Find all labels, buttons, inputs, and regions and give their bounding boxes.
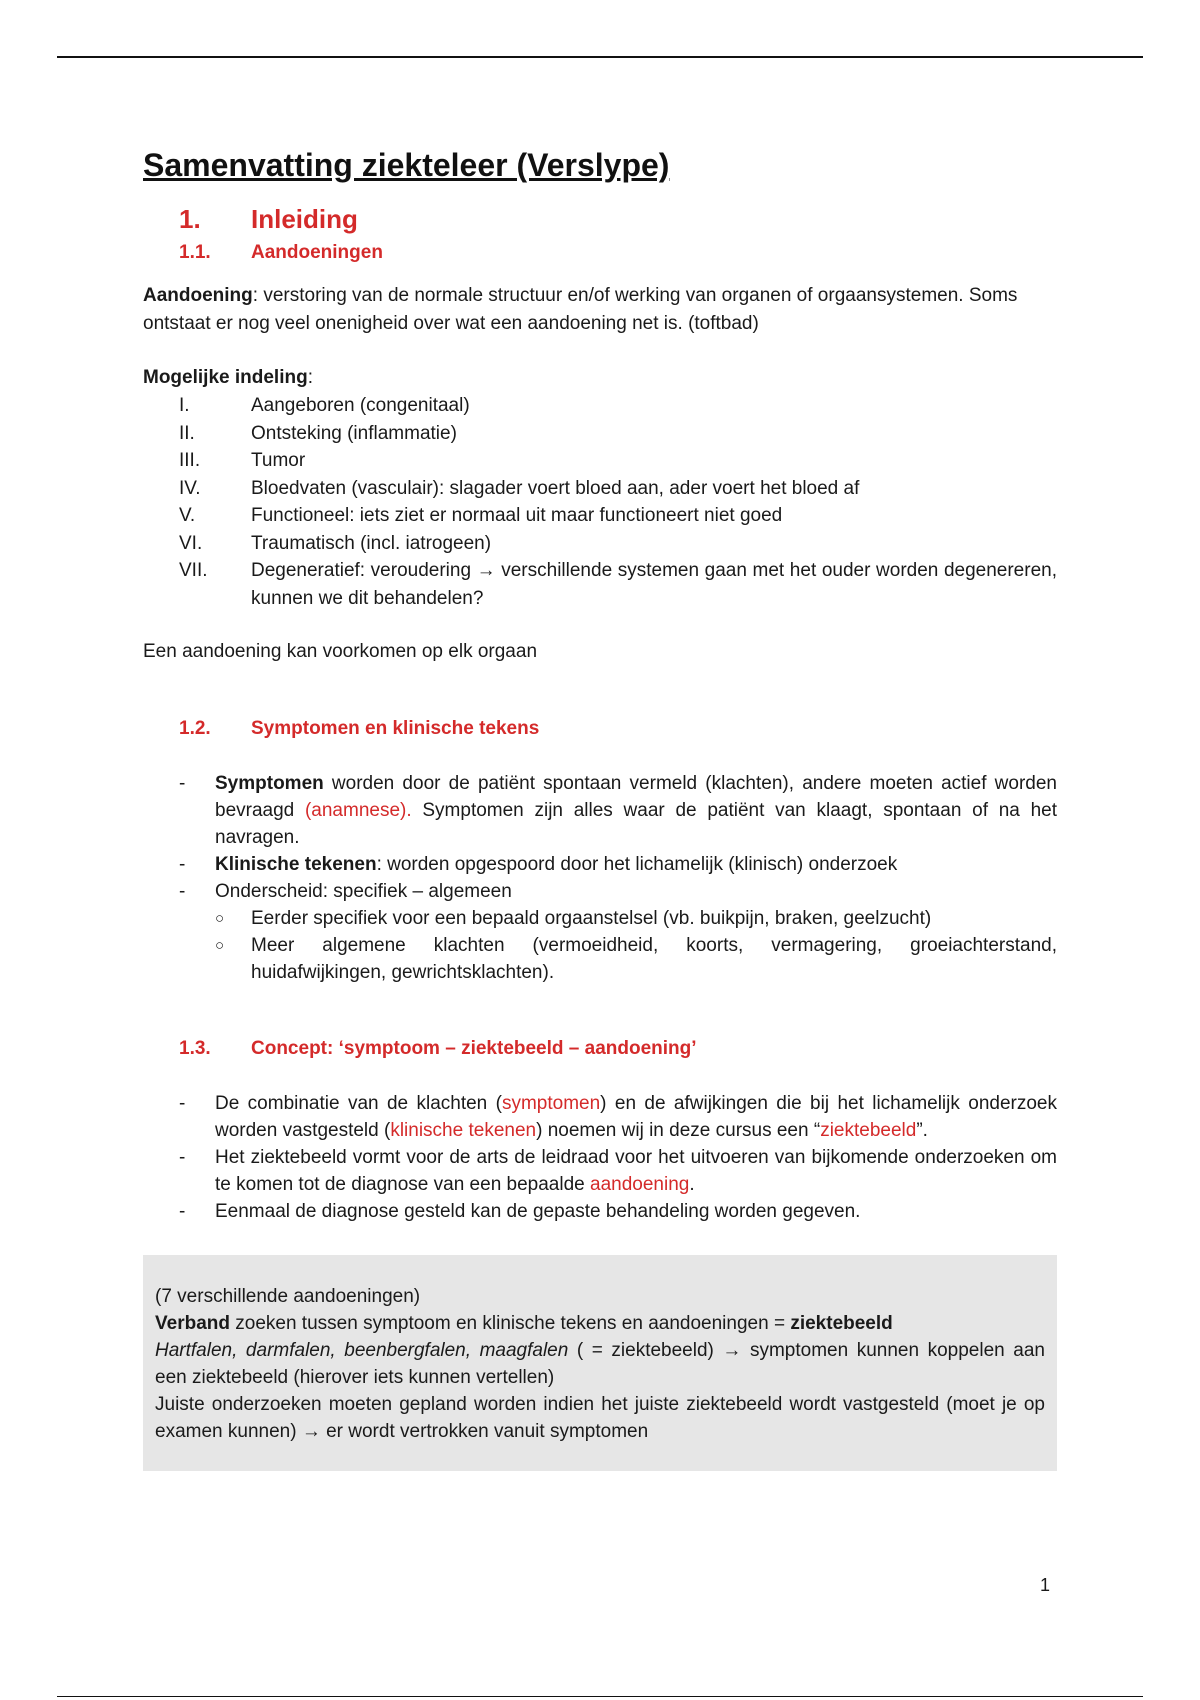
section-1-title: Inleiding [251,204,358,234]
list-item: III. Tumor [179,450,306,471]
symptoms-list [143,770,1057,986]
section-1-1-heading [143,238,1057,268]
section-1-1-number: 1.1. [179,242,211,263]
notes-box [143,1255,1057,1471]
section-1-number: 1. [179,204,201,234]
list-item: - De combinatie van de klachten (symptomen) en de afwijkingen die bij het lichamelijk onderzoek worden vastgesteld (klinische tekenen) noemen wij in deze cursus een “ziektebeeld”. [179,1093,1057,1141]
section-1-1-title: Aandoeningen [251,242,383,263]
sub-list-item: ○ Eerder specifiek voor een bepaald orgaanstelsel (vb. buikpijn, braken, geelzucht) [179,905,1057,932]
classification-heading: Mogelijke indeling: [143,367,313,388]
definition-text: : verstoring van de normale structuur en/of werking van organen of orgaansystemen. Soms ontstaat er nog veel onenigheid over wat een aandoening net is. (toftbad) [143,285,1018,334]
section-1-2-heading [143,714,1057,744]
section-1-3-title: Concept: ‘symptoom – ziektebeeld – aandoening’ [251,1038,697,1059]
section-1-3-heading [143,1034,1057,1064]
circle-bullet-icon: ○ [215,910,225,927]
definition-term: Aandoening [143,285,253,306]
list-item: II. Ontsteking (inflammatie) [179,422,457,444]
page-number: 1 [1040,1575,1051,1595]
section-1-2-title: Symptomen en klinische tekens [251,718,540,739]
section-1-3-number: 1.3. [179,1038,211,1059]
notes-line-3: Hartfalen, darmfalen, beenbergfalen, maagfalen ( = ziektebeeld) → symptomen kunnen koppelen aan een ziektebeeld (hierover iets kunnen vertellen) [155,1340,1045,1388]
document-title: Samenvatting ziekteleer (Verslype) [143,147,670,183]
list-item: VII. Degeneratief: veroudering → verschillende systemen gaan met het ouder worden degenereren, kunnen we dit behandelen? [179,560,1057,609]
header-rule [57,56,1143,58]
sub-list [179,905,1057,986]
list-item: - Symptomen worden door de patiënt spontaan vermeld (klachten), andere moeten actief worden bevraagd (anamnese). Symptomen zijn alles waar de patiënt van klaagt, spontaan of na het navragen. [179,773,1057,848]
classification-list [143,392,1057,612]
list-item: VI. Traumatisch (incl. iatrogeen) [179,532,492,554]
list-item: - Eenmaal de diagnose gesteld kan de gepaste behandeling worden gegeven. [179,1201,861,1222]
sub-list-item: ○ Meer algemene klachten (vermoeidheid, koorts, vermagering, groeiachterstand, huidafwijkingen, gewrichtsklachten). [179,932,1057,986]
concept-list [143,1090,1057,1225]
section-1-2-number: 1.2. [179,718,211,739]
list-item: IV. Bloedvaten (vasculair): slagader voert bloed aan, ader voert het bloed af [179,477,860,499]
closing-sentence: Een aandoening kan voorkomen op elk orgaan [143,641,538,662]
section-1-heading [143,200,1057,238]
footer-rule [57,1696,1143,1697]
circle-bullet-icon: ○ [215,937,225,954]
list-item: V. Functioneel: iets ziet er normaal uit maar functioneert niet goed [179,505,783,526]
definition-paragraph [143,282,1057,338]
list-item: - Het ziektebeeld vormt voor de arts de leidraad voor het uitvoeren van bijkomende onderzoeken om te komen tot de diagnose van een bepaalde aandoening. [179,1147,1057,1195]
classification-title: Mogelijke indeling [143,367,308,388]
document-page [143,140,1057,1471]
notes-line-1: (7 verschillende aandoeningen) [155,1286,421,1307]
list-item: - Onderscheid: specifiek – algemeen ○ Eerder specifiek voor een bepaald orgaanstelsel (vb. buikpijn, braken, geelzucht) ○ Meer algemene klachten (vermoeidheid, koorts, vermagering, groeiachterstand, huidafwijkingen, gewrichtsklachten). [143,878,1057,986]
list-item: I. Aangeboren (congenitaal) [179,395,470,416]
list-item: - Klinische tekenen: worden opgespoord door het lichamelijk (klinisch) onderzoek [179,854,898,875]
notes-line-2: Verband zoeken tussen symptoom en klinische tekens en aandoeningen = ziektebeeld [155,1313,893,1334]
notes-line-4: Juiste onderzoeken moeten gepland worden indien het juiste ziektebeeld wordt vastgesteld (moet je op examen kunnen) → er wordt vertrokken vanuit symptomen [155,1394,1045,1442]
